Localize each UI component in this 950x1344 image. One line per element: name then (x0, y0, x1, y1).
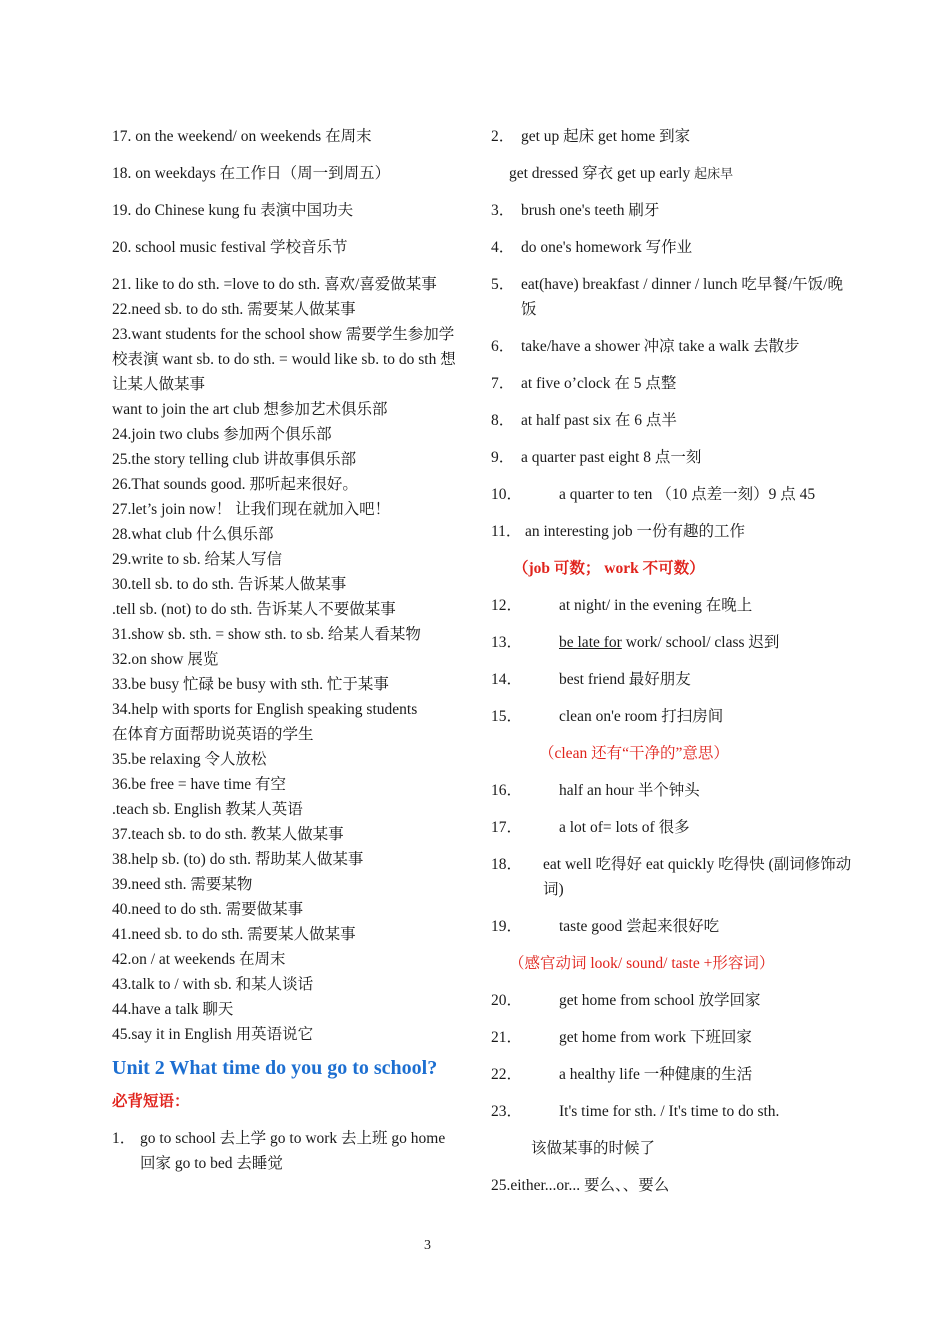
item-number: 2． (491, 128, 515, 145)
item-number: 6． (491, 338, 515, 355)
item-text: clean on'e room 打扫房间 (559, 708, 724, 725)
page-number: 3 (424, 1238, 431, 1253)
phrase-1 (112, 1126, 464, 1176)
item-number: 13． (491, 634, 523, 651)
phrase-r14 (491, 667, 853, 692)
list-item: 24.join two clubs 参加两个俱乐部 (112, 426, 332, 443)
phrase-r2b (491, 161, 853, 186)
phrase-r2 (491, 124, 853, 149)
phrase-21: 21. like to do sth. =love to do sth. 喜欢/喜爱做某事 (112, 276, 437, 293)
item-number: 7． (491, 375, 515, 392)
unit-title: Unit 2 What time do you go to school? (112, 1057, 438, 1079)
item-text: a quarter past eight 8 点一刻 (521, 449, 702, 466)
item-number: 4． (491, 239, 515, 256)
list-item: 31.show sb. sth. = show sth. to sb. 给某人看某物 (112, 626, 421, 643)
list-item: 37.teach sb. to do sth. 教某人做某事 (112, 826, 344, 843)
note-sense-verbs: （感官动词 look/ sound/ taste +形容词） (509, 955, 775, 972)
list-item: 30.tell sb. to do sth. 告诉某人做某事 (112, 576, 347, 593)
list-item: 45.say it in English 用英语说它 (112, 1026, 314, 1043)
note-clean: （clean 还有“干净的”意思） (539, 745, 729, 762)
list-item: .tell sb. (not) to do sth. 告诉某人不要做某事 (112, 601, 396, 618)
item-text: best friend 最好朋友 (559, 671, 691, 688)
underlined-phrase: be late for (559, 634, 622, 651)
item-text: half an hour 半个钟头 (559, 782, 700, 799)
item-number: 12． (491, 597, 523, 614)
phrase-19: 19. do Chinese kung fu 表演中国功夫 (112, 202, 354, 219)
item-text: take/have a shower 冲凉 take a walk 去散步 (521, 338, 800, 355)
item-text: at half past six 在 6 点半 (521, 412, 677, 429)
list-item: 26.That sounds good. 那听起来很好。 (112, 476, 358, 493)
phrase-18: 18. on weekdays 在工作日（周一到周五） (112, 165, 391, 182)
phrase-r5 (491, 272, 853, 322)
left-column (112, 124, 464, 1176)
phrase-r13 (491, 630, 853, 655)
list-item: 27.let’s join now！ 让我们现在就加入吧！ (112, 501, 391, 518)
list-item: .teach sb. English 教某人英语 (112, 801, 303, 818)
phrase-r4 (491, 235, 853, 260)
list-item: 32.on show 展览 (112, 651, 219, 668)
item-text: eat well 吃得好 eat quickly 吃得快 (副词修饰动词) (543, 856, 852, 898)
phrase-r10 (491, 482, 853, 507)
item-text: taste good 尝起来很好吃 (559, 918, 720, 935)
list-item: 35.be relaxing 令人放松 (112, 751, 267, 768)
phrase-17: 17. on the weekend/ on weekends 在周末 (112, 128, 372, 145)
list-item: 34.help with sports for English speaking students (112, 701, 418, 718)
item-number: 14． (491, 671, 523, 688)
list-item: 42.on / at weekends 在周末 (112, 951, 286, 968)
list-item: 在体育方面帮助说英语的学生 (112, 726, 314, 743)
phrase-r21 (491, 1025, 853, 1050)
item-number: 1． (112, 1130, 136, 1147)
phrase-r17 (491, 815, 853, 840)
item-number: 8． (491, 412, 515, 429)
item-number: 15． (491, 708, 523, 725)
phrase-23: 23.want students for the school show 需要学生参加学校表演 want sb. to do sth. = would like sb. to do sth 想让某人做某事 (112, 326, 456, 393)
phrase-r20 (491, 988, 853, 1013)
phrase-22: 22.need sb. to do sth. 需要某人做某事 (112, 301, 356, 318)
phrase-r6 (491, 334, 853, 359)
item-text: at five o’clock 在 5 点整 (521, 375, 677, 392)
item-text: at night/ in the evening 在晚上 (559, 597, 753, 614)
item-text: a quarter to ten （10 点差一刻）9 点 45 (559, 486, 816, 503)
phrase-r8 (491, 408, 853, 433)
item-text: do one's homework 写作业 (521, 239, 693, 256)
list-item: 29.write to sb. 给某人写信 (112, 551, 283, 568)
list-item: 40.need to do sth. 需要做某事 (112, 901, 304, 918)
list-item: 41.need sb. to do sth. 需要某人做某事 (112, 926, 356, 943)
item-number: 21． (491, 1029, 523, 1046)
list-item: want to join the art club 想参加艺术俱乐部 (112, 401, 388, 418)
item-text: brush one's teeth 刷牙 (521, 202, 660, 219)
item-number: 11． (491, 523, 522, 540)
item-text: a healthy life 一种健康的生活 (559, 1066, 753, 1083)
item-number: 20． (491, 992, 523, 1009)
item-text: work/ school/ class 迟到 (621, 634, 780, 651)
list-item: 25.the story telling club 讲故事俱乐部 (112, 451, 357, 468)
item-number: 17． (491, 819, 523, 836)
item-number: 18． (491, 856, 523, 873)
phrase-r23b: 该做某事的时候了 (531, 1140, 656, 1157)
phrase-r19 (491, 914, 853, 939)
phrase-r18 (491, 852, 853, 902)
item-text-small: 起床早 (694, 166, 734, 181)
phrase-r3 (491, 198, 853, 223)
phrase-r23 (491, 1099, 853, 1124)
phrase-r15 (491, 704, 853, 729)
must-phrases-heading: 必背短语： (112, 1093, 190, 1110)
item-number: 3． (491, 202, 515, 219)
list-item: 36.be free = have time 有空 (112, 776, 287, 793)
item-number: 19． (491, 918, 523, 935)
list-item: 28.what club 什么俱乐部 (112, 526, 274, 543)
item-text: get dressed 穿衣 get up early (509, 165, 695, 182)
item-text: eat(have) breakfast / dinner / lunch 吃早餐/午饭/晚饭 (521, 276, 843, 318)
phrase-r9 (491, 445, 853, 470)
phrase-r12 (491, 593, 853, 618)
item-text: get home from work 下班回家 (559, 1029, 752, 1046)
item-text: an interesting job 一份有趣的工作 (525, 523, 745, 540)
item-number: 16． (491, 782, 523, 799)
item-text: get up 起床 get home 到家 (521, 128, 691, 145)
phrase-r25: 25.either...or... 要么、、要么 (491, 1177, 670, 1194)
right-column (491, 124, 853, 1198)
item-number: 22． (491, 1066, 523, 1083)
list-item: 44.have a talk 聊天 (112, 1001, 234, 1018)
list-item: 33.be busy 忙碌 be busy with sth. 忙于某事 (112, 676, 389, 693)
item-text: go to school 去上学 go to work 去上班 go home 回家 go to bed 去睡觉 (140, 1130, 446, 1172)
item-text: get home from school 放学回家 (559, 992, 761, 1009)
item-number: 23． (491, 1103, 523, 1120)
item-number: 10． (491, 486, 523, 503)
phrase-r22 (491, 1062, 853, 1087)
phrase-r7 (491, 371, 853, 396)
list-item: 38.help sb. (to) do sth. 帮助某人做某事 (112, 851, 364, 868)
phrase-r11 (491, 519, 853, 544)
item-number: 9． (491, 449, 515, 466)
item-number: 5． (491, 276, 515, 293)
list-item: 39.need sth. 需要某物 (112, 876, 253, 893)
phrase-r16 (491, 778, 853, 803)
phrase-20: 20. school music festival 学校音乐节 (112, 239, 348, 256)
list-item: 43.talk to / with sb. 和某人谈话 (112, 976, 314, 993)
item-text: a lot of= lots of 很多 (559, 819, 690, 836)
item-text: It's time for sth. / It's time to do sth. (559, 1103, 780, 1120)
note-job-work: （job 可数； work 不可数） (513, 560, 705, 577)
